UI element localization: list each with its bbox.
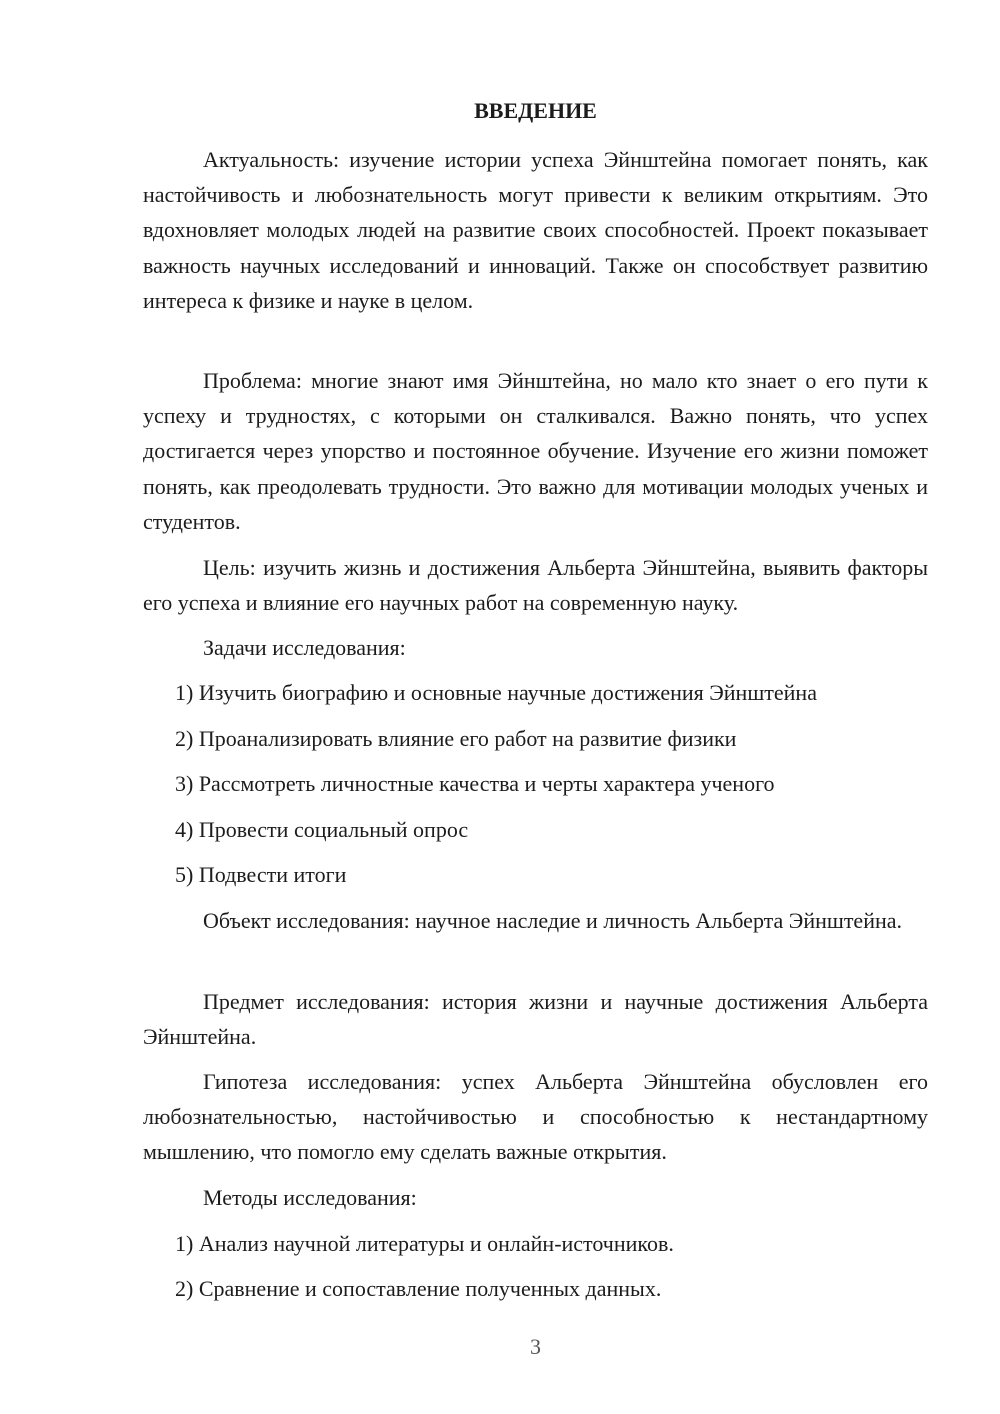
hypothesis-paragraph: Гипотеза исследования: успех Альберта Эйнштейна обусловлен его любознательностью, настойчивостью и способностью к нестандартному мышлению, что помогло ему сделать важные открытия. — [143, 1069, 928, 1165]
goal-paragraph: Цель: изучить жизнь и достижения Альберта Эйнштейна, выявить факторы его успеха и влияние его научных работ на современную науку. — [143, 555, 928, 616]
task-item: 5) Подвести итоги — [175, 862, 347, 887]
task-item: 2) Проанализировать влияние его работ на развитие физики — [175, 726, 737, 751]
task-item: 1) Изучить биографию и основные научные достижения Эйнштейна — [175, 680, 817, 705]
methods-title: Методы исследования: — [203, 1185, 417, 1210]
object-paragraph: Объект исследования: научное наследие и личность Альберта Эйнштейна. — [203, 908, 903, 933]
subject-paragraph: Предмет исследования: история жизни и научные достижения Альберта Эйнштейна. — [143, 989, 928, 1050]
relevance-paragraph: Актуальность: изучение истории успеха Эйнштейна помогает понять, как настойчивость и любознательность могут привести к великим открытиям. Это вдохновляет молодых людей на развитие своих способностей. Проект показывает важность научных исследований и инноваций. Также он способствует развитию интереса к физике и науке в целом. — [143, 147, 928, 313]
task-item: 4) Провести социальный опрос — [175, 817, 469, 842]
page-number: 3 — [530, 1334, 541, 1359]
section-heading: ВВЕДЕНИЕ — [474, 98, 597, 123]
method-item: 2) Сравнение и сопоставление полученных данных. — [175, 1276, 662, 1301]
task-item: 3) Рассмотреть личностные качества и черты характера ученого — [175, 771, 775, 796]
method-item: 1) Анализ научной литературы и онлайн-источников. — [175, 1231, 674, 1256]
problem-paragraph: Проблема: многие знают имя Эйнштейна, но мало кто знает о его пути к успеху и трудностях, с которыми он сталкивался. Важно понять, что успех достигается через упорство и постоянное обучение. Изучение его жизни поможет понять, как преодолевать трудности. Это важно для мотивации молодых ученых и студентов. — [143, 368, 928, 534]
tasks-title: Задачи исследования: — [203, 635, 406, 660]
